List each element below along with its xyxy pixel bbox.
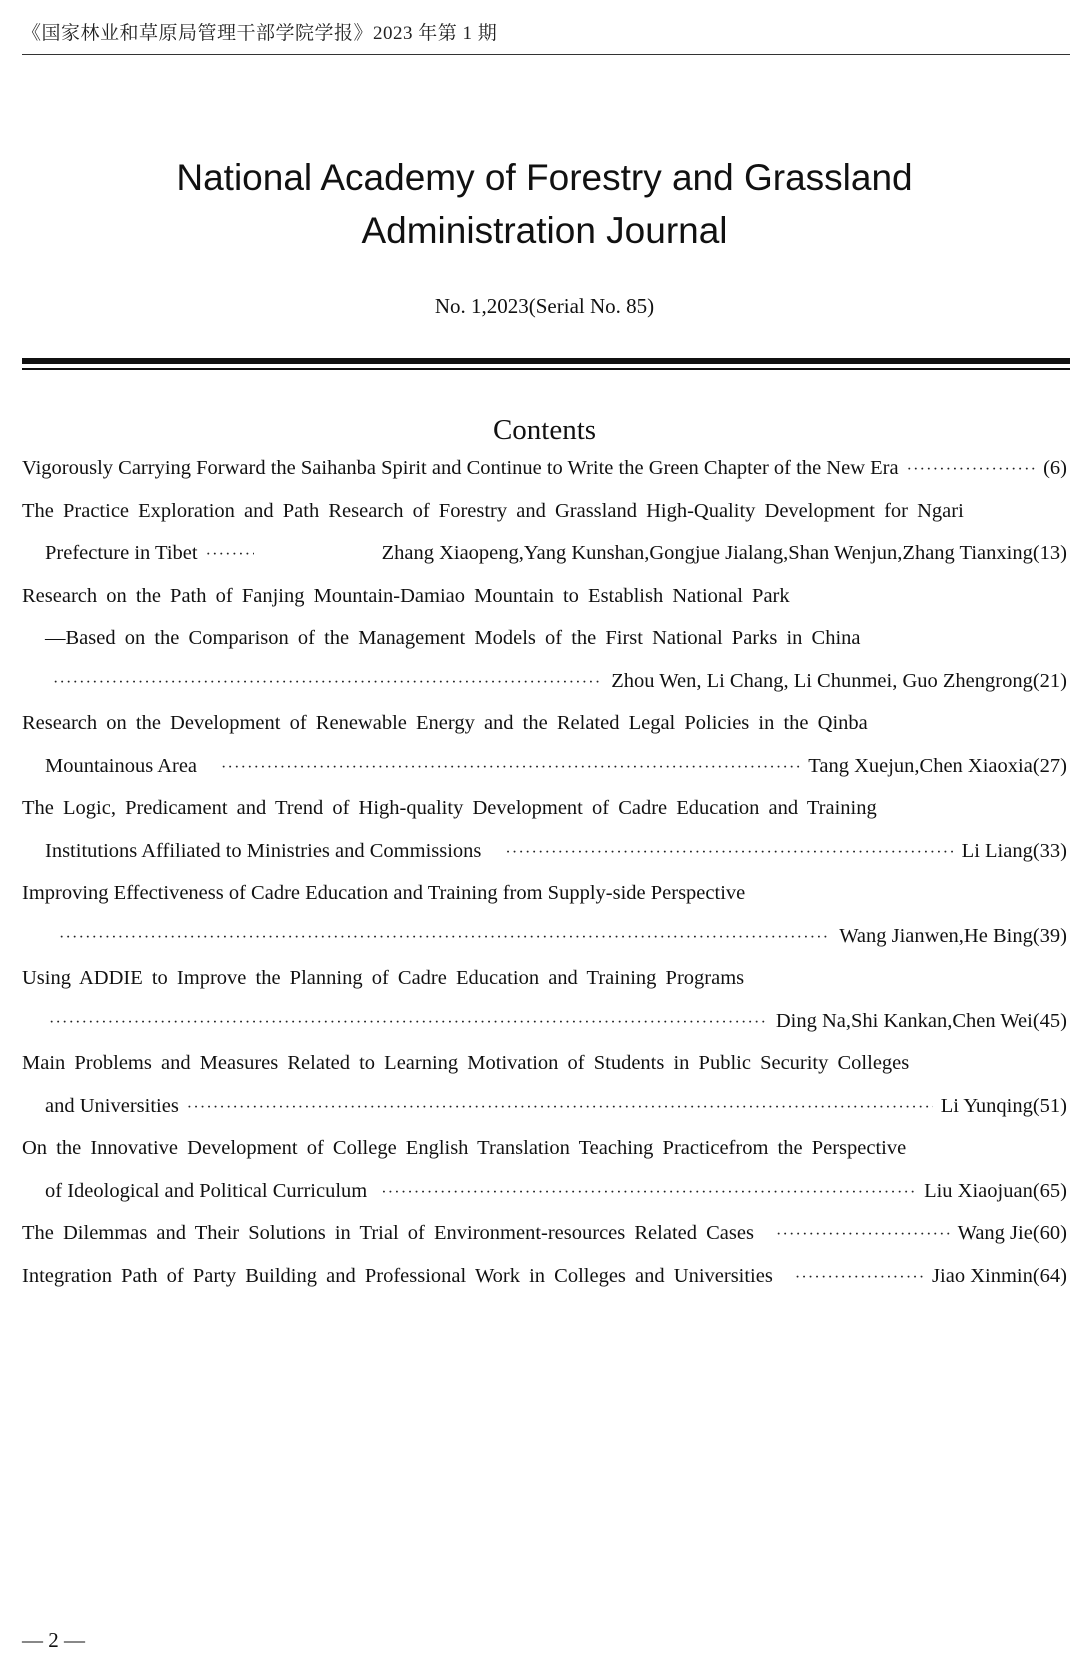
toc-page: (64) bbox=[1032, 1265, 1067, 1287]
issue-number: No. 1,2023(Serial No. 85) bbox=[434, 294, 655, 318]
page-number: — 2 — bbox=[22, 1628, 85, 1652]
toc-entry-1[interactable] bbox=[22, 453, 1067, 483]
leader-dots bbox=[187, 1093, 933, 1123]
leader-dots bbox=[53, 668, 603, 698]
leader-dots bbox=[776, 1220, 950, 1250]
toc-entry-5-cont[interactable] bbox=[45, 836, 1067, 866]
toc-page: (60) bbox=[1032, 1222, 1067, 1244]
toc-author: Zhang Xiaopeng,Yang Kunshan,Gongjue Jialang,Shan Wenjun,Zhang Tianxing bbox=[381, 542, 1033, 564]
thin-divider bbox=[22, 368, 1070, 370]
toc-page: (39) bbox=[1032, 925, 1067, 947]
toc-entry-10[interactable] bbox=[22, 1218, 1067, 1248]
toc-page: (33) bbox=[1032, 840, 1067, 862]
toc-entry-7[interactable] bbox=[22, 963, 1067, 993]
toc-entry-6[interactable] bbox=[22, 878, 1067, 908]
toc-entry-9[interactable] bbox=[22, 1133, 1067, 1163]
leader-dots bbox=[221, 753, 800, 783]
journal-title-line-2: Administration Journal bbox=[361, 210, 728, 251]
toc-author: Zhou Wen, Li Chang, Li Chunmei, Guo Zhengrong bbox=[611, 670, 1033, 692]
leader-dots bbox=[795, 1263, 924, 1293]
toc-subtitle: —Based on the Comparison of the Management Models of the First National Parks in China bbox=[45, 627, 861, 649]
toc-title: The Dilemmas and Their Solutions in Trial of Environment-resources Related Cases bbox=[22, 1222, 754, 1244]
toc-title: The Practice Exploration and Path Research of Forestry and Grassland High-Quality Development for Ngari bbox=[22, 500, 964, 522]
toc-entry-4[interactable] bbox=[22, 708, 1067, 738]
toc-page: (27) bbox=[1032, 755, 1067, 777]
toc-title: The Logic, Predicament and Trend of High-quality Development of Cadre Education and Training bbox=[22, 797, 877, 819]
leader-dots bbox=[907, 455, 1036, 485]
toc-page: (45) bbox=[1032, 1010, 1067, 1032]
toc-entry-11[interactable] bbox=[22, 1261, 1067, 1291]
toc-author: Li Yunqing bbox=[940, 1095, 1033, 1117]
toc-entry-9-cont[interactable] bbox=[45, 1176, 1067, 1206]
toc-entry-8-cont[interactable] bbox=[45, 1091, 1067, 1121]
toc-title: Main Problems and Measures Related to Learning Motivation of Students in Public Security Colleges bbox=[22, 1052, 910, 1074]
toc-title: Improving Effectiveness of Cadre Education and Training from Supply-side Perspective bbox=[22, 882, 746, 904]
journal-title-line-1: National Academy of Forestry and Grassland bbox=[176, 157, 913, 198]
toc-title: Using ADDIE to Improve the Planning of Cadre Education and Training Programs bbox=[22, 967, 745, 989]
toc-author: Wang Jianwen,He Bing bbox=[839, 925, 1033, 947]
toc-entry-2-cont[interactable] bbox=[45, 538, 1067, 568]
toc-title: Integration Path of Party Building and Professional Work in Colleges and Universities bbox=[22, 1265, 773, 1287]
toc-entry-4-cont[interactable] bbox=[45, 751, 1067, 781]
leader-dots bbox=[49, 1008, 768, 1038]
contents-heading: Contents bbox=[492, 414, 597, 446]
toc-title: of Ideological and Political Curriculum bbox=[45, 1180, 368, 1202]
toc-author: Jiao Xinmin bbox=[932, 1265, 1033, 1287]
toc-title: Research on the Path of Fanjing Mountain-Damiao Mountain to Establish National Park bbox=[22, 585, 790, 607]
toc-page: (21) bbox=[1032, 670, 1067, 692]
toc-page: (13) bbox=[1032, 542, 1067, 564]
leader-dots bbox=[206, 540, 254, 570]
toc-entry-6-author[interactable] bbox=[45, 921, 1067, 951]
toc-author: Li Liang bbox=[961, 840, 1033, 862]
header-divider bbox=[22, 54, 1070, 55]
leader-dots bbox=[505, 838, 953, 868]
toc-entry-8[interactable] bbox=[22, 1048, 1067, 1078]
toc-entry-7-author[interactable] bbox=[45, 1006, 1067, 1036]
toc-title: Vigorously Carrying Forward the Saihanba Spirit and Continue to Write the Green Chapter of the New Era bbox=[22, 457, 899, 479]
toc-title: Institutions Affiliated to Ministries and Commissions bbox=[45, 840, 482, 862]
journal-title bbox=[0, 151, 1089, 257]
toc-entry-5[interactable] bbox=[22, 793, 1067, 823]
toc-title: Research on the Development of Renewable Energy and the Related Legal Policies in the Qinba bbox=[22, 712, 868, 734]
thick-divider bbox=[22, 358, 1070, 364]
toc-author: Liu Xiaojuan bbox=[924, 1180, 1033, 1202]
toc-entry-3[interactable] bbox=[22, 581, 1067, 611]
toc-title: On the Innovative Development of College English Translation Teaching Practicefrom the Perspective bbox=[22, 1137, 907, 1159]
toc-entry-2[interactable] bbox=[22, 496, 1067, 526]
toc-title: and Universities bbox=[45, 1095, 179, 1117]
toc-entry-3-author[interactable] bbox=[45, 666, 1067, 696]
toc-author: Tang Xuejun,Chen Xiaoxia bbox=[808, 755, 1033, 777]
toc-page: (65) bbox=[1032, 1180, 1067, 1202]
leader-dots bbox=[381, 1178, 916, 1208]
running-header: 《国家林业和草原局管理干部学院学报》2023 年第 1 期 bbox=[22, 23, 498, 44]
toc-author: Wang Jie bbox=[957, 1222, 1033, 1244]
leader-dots bbox=[59, 923, 831, 953]
toc-page: (6) bbox=[1043, 457, 1067, 479]
toc-entry-3-subtitle[interactable] bbox=[45, 623, 1067, 653]
toc-page: (51) bbox=[1032, 1095, 1067, 1117]
toc-author: Ding Na,Shi Kankan,Chen Wei bbox=[775, 1010, 1033, 1032]
toc-title: Prefecture in Tibet bbox=[45, 542, 198, 564]
toc-title: Mountainous Area bbox=[45, 755, 198, 777]
